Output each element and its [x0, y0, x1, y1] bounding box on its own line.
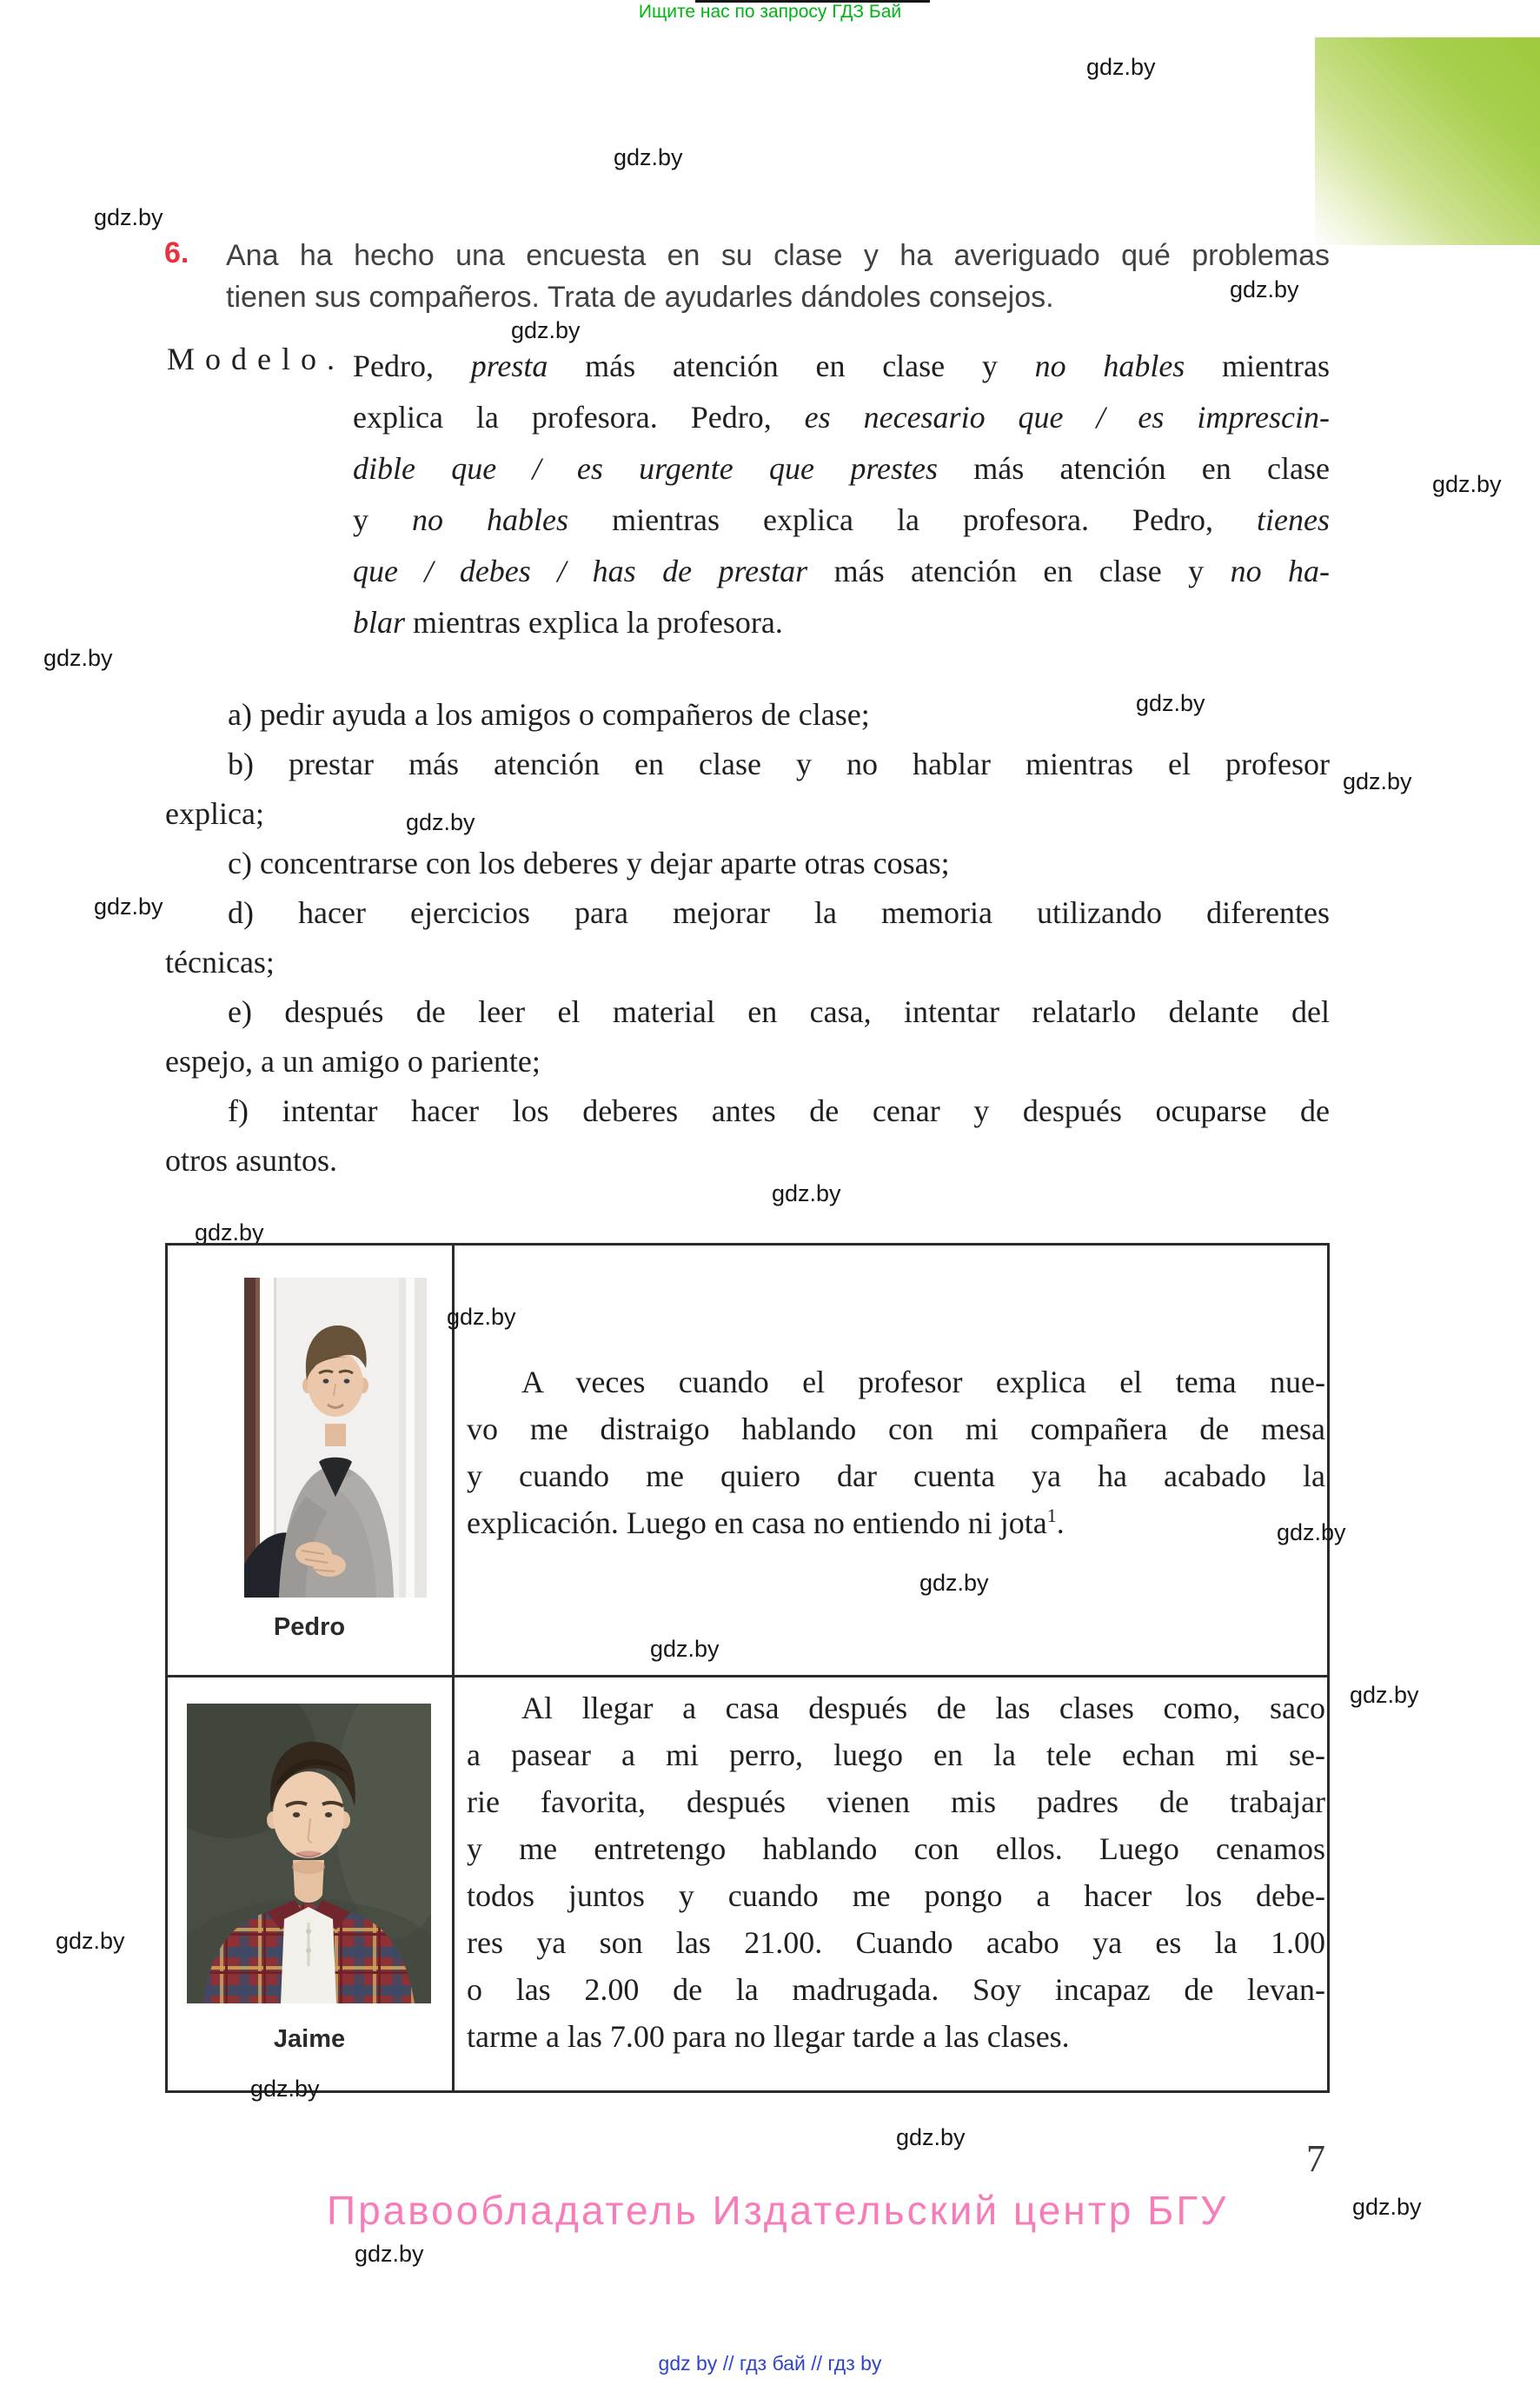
gdz-watermark: gdz.by [1350, 1682, 1419, 1708]
jaime-caption: Jaime [273, 2025, 346, 2053]
top-banner: Ищите нас по запросу ГДЗ Бай [638, 2, 902, 22]
gdz-watermark: gdz.by [511, 317, 581, 343]
footer-links: gdz by // гдз бай // гдз by [658, 2352, 882, 2375]
advice-item-c: c) concentrarse con los deberes y dejar aparte otras cosas; [228, 846, 950, 880]
gdz-watermark: gdz.by [614, 144, 683, 170]
gdz-watermark: gdz.by [650, 1636, 720, 1662]
jaime-statement: Al llegar a casa después de las clases como, saco a pasear a mi perro, luego en la tele echan mi se- rie favorita, después vienen mis padres de trabajar y me entretengo hablando con ellos. Luego cenamos todos juntos y cuando me pongo a hacer los debe- res ya son las 21.00. Cuando acabo ya es la 1.00 o las 2.00 de la madrugada. Soy incapaz de levan- tarme a las 7.00 para no llegar tarde a las clases. [467, 1691, 1325, 2054]
gdz-watermark: gdz.by [1277, 1519, 1346, 1545]
gdz-watermark: gdz.by [355, 2241, 424, 2267]
table-row-divider [168, 1675, 1327, 1677]
gdz-watermark: gdz.by [94, 894, 163, 920]
gdz-watermark: gdz.by [195, 1219, 264, 1246]
modelo-label: Modelo. [167, 342, 345, 376]
gdz-watermark: gdz.by [406, 809, 475, 835]
pedro-statement: A veces cuando el profesor explica el tema nue- vo me distraigo hablando con mi compañera de mesa y cuando me quiero dar cuenta ya ha acabado la explicación. Luego en casa no entiendo ni jota$^1$. [467, 1365, 1325, 1540]
gdz-watermark: gdz.by [772, 1180, 841, 1206]
advice-item-a: a) pedir ayuda a los amigos o compañeros de clase; [228, 697, 870, 732]
exercise-number: 6. [164, 236, 189, 269]
exercise-instruction: Ana ha hecho una encuesta en su clase y ha averiguado qué problemas tienen sus compañeros. Trata de ayudarles dándoles consejos. [226, 239, 1330, 314]
gdz-watermark: gdz.by [1086, 54, 1156, 80]
advice-list [165, 690, 1330, 1186]
gdz-watermark: gdz.by [1230, 276, 1299, 302]
copyright-line: Правообладатель Издательский центр БГУ [327, 2188, 1229, 2233]
gdz-watermark: gdz.by [1432, 471, 1502, 497]
jaime-photo [187, 1704, 431, 2003]
advice-item-e: e) después de leer el material en casa, intentar relatarlo delante del espejo, a un amigo o pariente; [165, 994, 1330, 1079]
gdz-watermark: gdz.by [1136, 690, 1205, 716]
gdz-watermark: gdz.by [1343, 768, 1412, 794]
modelo-text: Pedro, presta más atención en clase y no hables mientras explica la profesora. Pedro, es necesario que / es imprescin- dible que / es urgente que prestes más atención en clase y no hables mientras explica la profesora. Pedro, tienes que / debes / has de prestar más atención en clase y no ha- blar mientras explica la profesora. [353, 349, 1330, 640]
pedro-caption: Pedro [273, 1613, 346, 1641]
pedro-photo [244, 1278, 427, 1598]
gdz-watermark: gdz.by [919, 1570, 989, 1596]
gdz-watermark: gdz.by [56, 1928, 125, 1954]
page-number: 7 [1306, 2137, 1325, 2180]
advice-item-b: b) prestar más atención en clase y no hablar mientras el profesor explica; [165, 747, 1330, 831]
gdz-watermark: gdz.by [896, 2124, 966, 2150]
gdz-watermark: gdz.by [250, 2076, 320, 2102]
corner-gradient-box [1315, 37, 1540, 245]
gdz-watermark: gdz.by [43, 645, 113, 671]
advice-item-d: d) hacer ejercicios para mejorar la memoria utilizando diferentes técnicas; [165, 895, 1330, 980]
gdz-watermark: gdz.by [94, 204, 163, 230]
gdz-watermark: gdz.by [1352, 2194, 1422, 2220]
table-column-divider [452, 1246, 455, 2090]
gdz-watermark: gdz.by [447, 1304, 516, 1330]
advice-item-f: f) intentar hacer los deberes antes de cenar y después ocuparse de otros asuntos. [165, 1093, 1330, 1178]
